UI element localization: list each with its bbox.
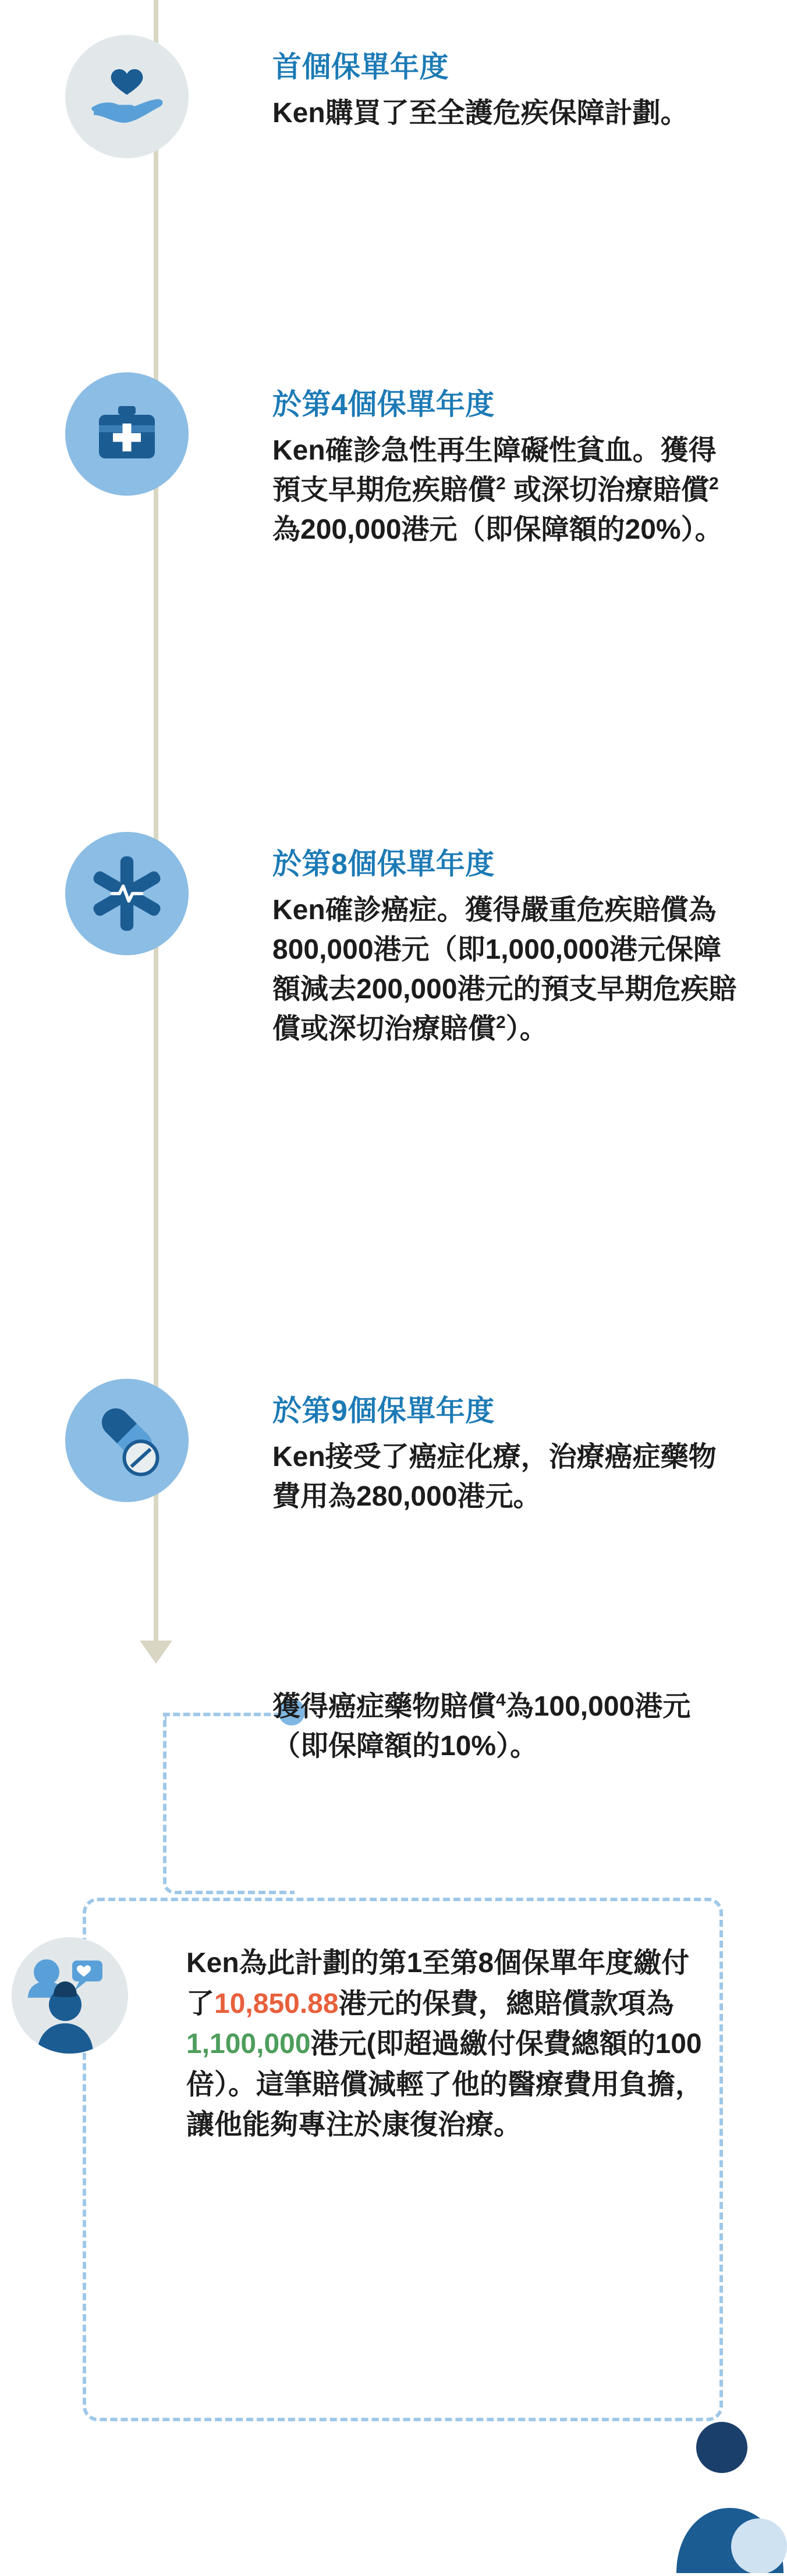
timeline-step-3-text: Ken確診癌症。獲得嚴重危疾賠償為800,000港元（即1,000,000港元保障額減去200,000港元的預支早期危疾賠償或深切治療賠償$^2$）。 (272, 894, 737, 1044)
medical-star-of-life-icon (65, 832, 189, 955)
timeline-step-1-text: Ken購買了至全護危疾保障計劃。 (272, 97, 689, 129)
capsule-pill-icon (65, 1379, 189, 1502)
timeline-step-3-body (272, 846, 738, 1049)
summary-text: Ken為此計劃的第1至第8個保單年度繳付了10,850.88港元的保費，總賠償款項為1,100,000港元(即超過繳付保費總額的100倍）。這筆賠償減輕了他的醫療費用負擔，讓他能夠專注於康復治療。 (186, 1948, 704, 2141)
timeline-step-4-text: Ken接受了癌症化療，治療癌症藥物費用為280,000港元。 (272, 1441, 717, 1512)
hand-heart-icon (65, 35, 189, 158)
timeline-step-2-title: 於第4個保單年度 (272, 388, 495, 421)
timeline-step-4-body (272, 1393, 738, 1517)
medical-kit-icon (65, 372, 189, 496)
cancer-drug-dashed-connector-top (163, 1713, 291, 1716)
family-group-icon (12, 1937, 128, 2054)
timeline-step-1-title: 首個保單年度 (272, 51, 449, 83)
cancer-drug-note-text: 獲得癌症藥物賠償$^4$為100,000港元（即保障額的10%）。 (272, 1691, 691, 1762)
timeline-step-1-body (272, 49, 738, 133)
timeline-step-2-text: Ken確診急性再生障礙性貧血。獲得預支早期危疾賠償$^2$ 或深切治療賠償$^2$為200,000港元（即保障額的20%）。 (272, 435, 723, 545)
timeline-arrow-icon (140, 1641, 172, 1664)
decorative-person-graphic (595, 2404, 787, 2573)
timeline-step-4-title: 於第9個保單年度 (272, 1394, 495, 1427)
timeline-step-2-body (272, 386, 738, 550)
timeline-step-3-title: 於第8個保單年度 (272, 848, 495, 880)
